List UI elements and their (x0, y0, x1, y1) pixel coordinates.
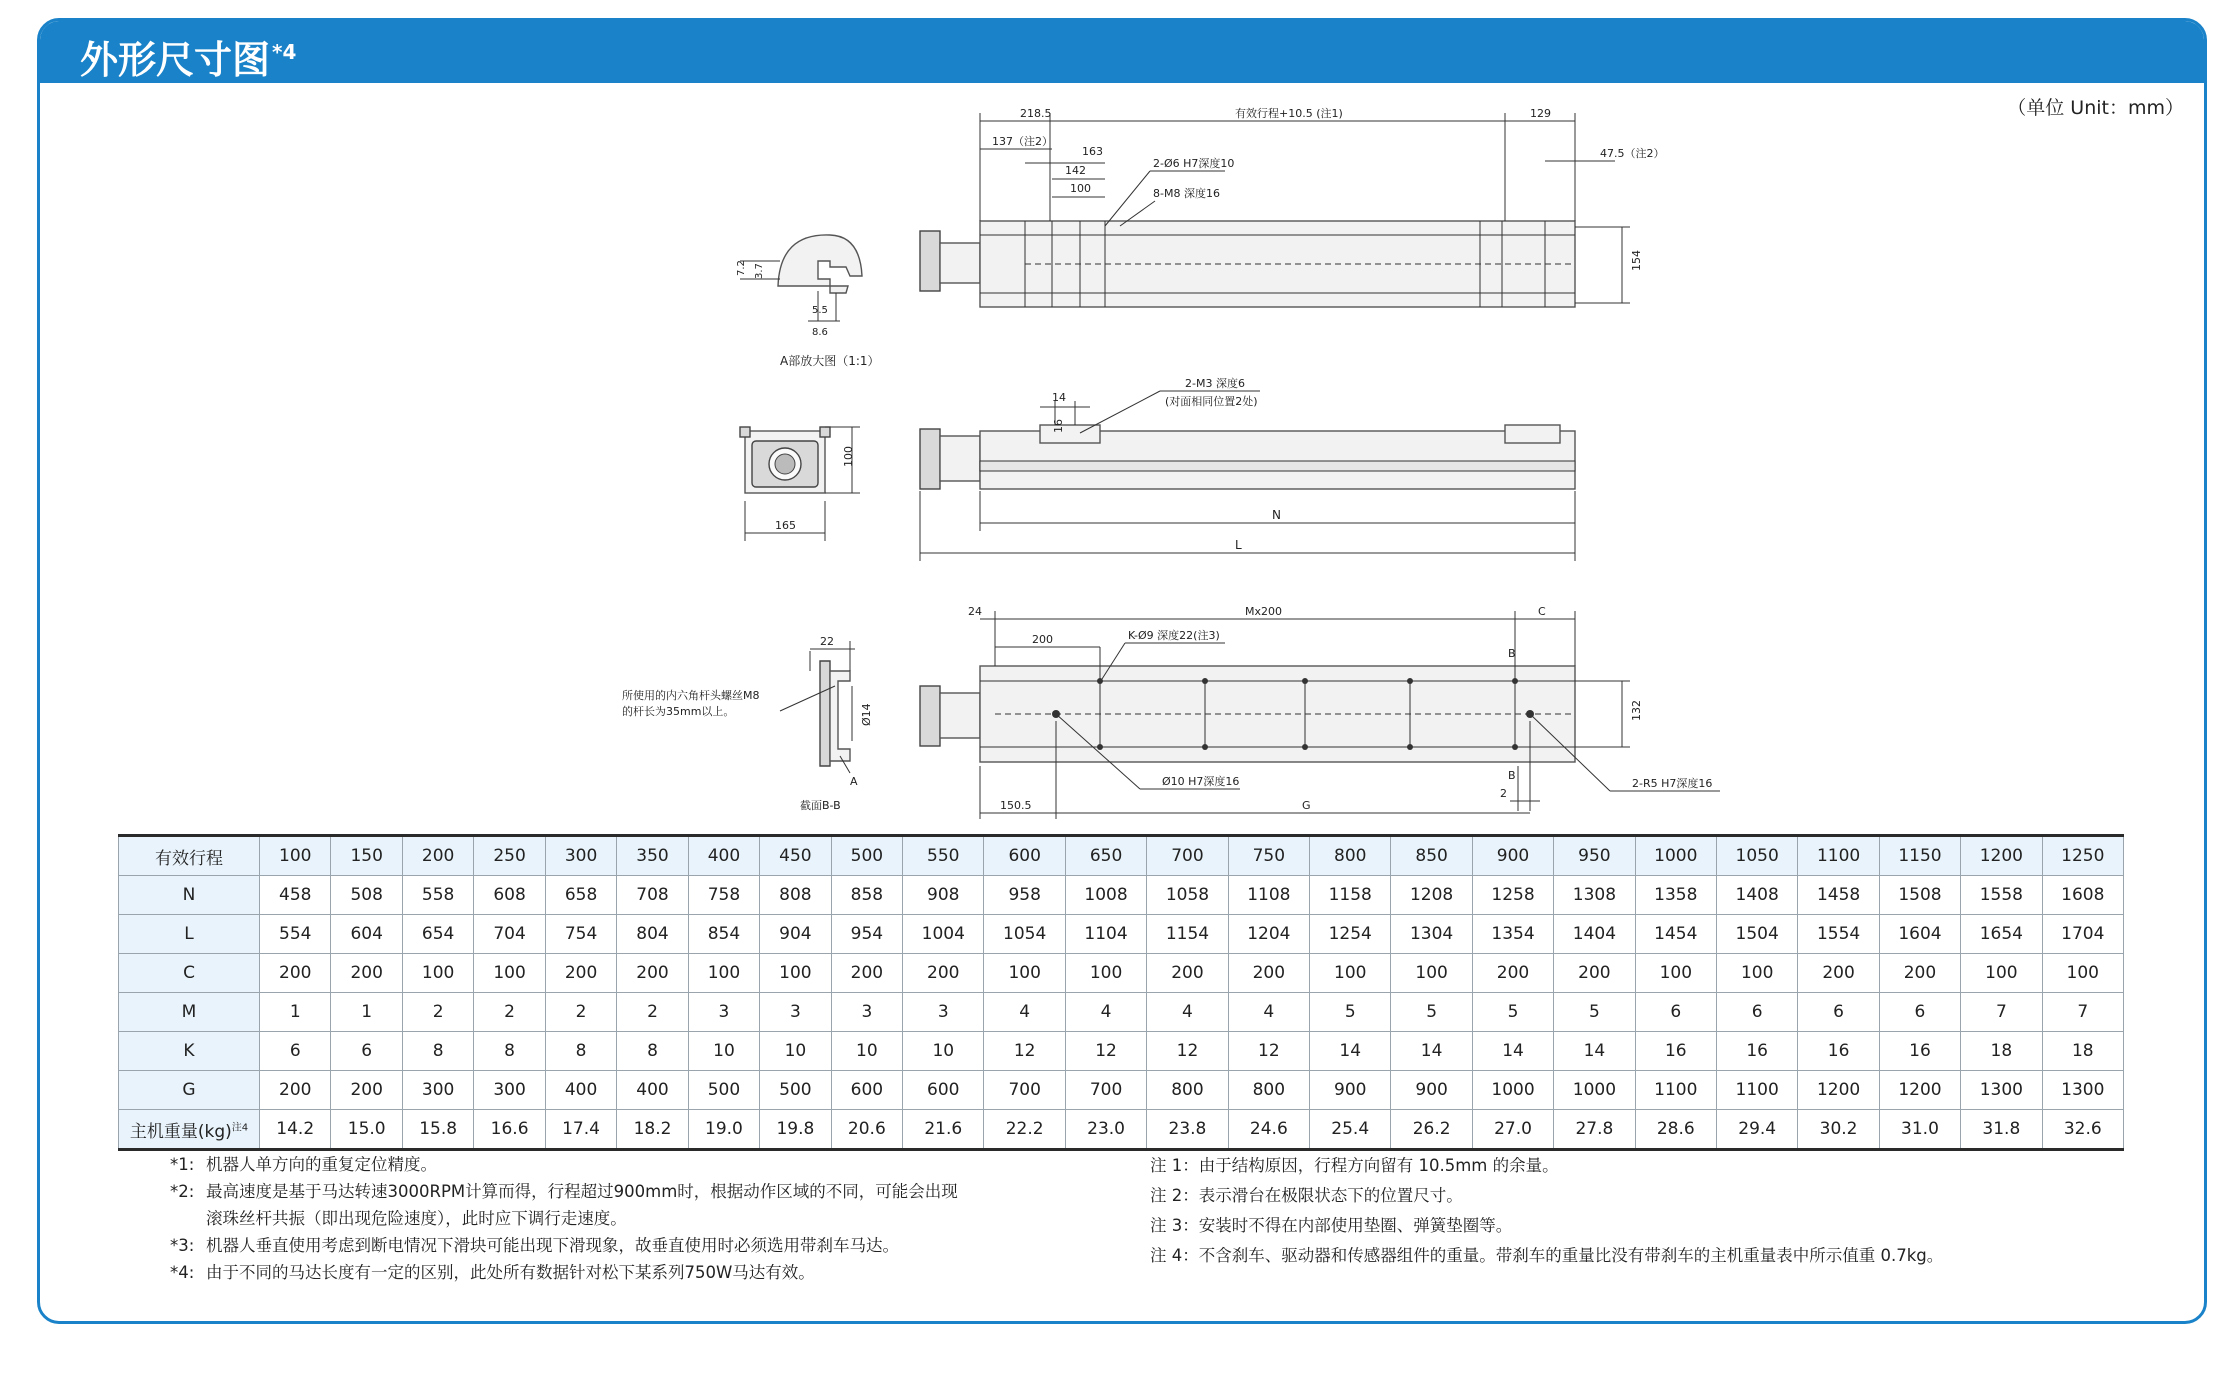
table-row-label: N (119, 876, 260, 915)
table-cell: 6 (331, 1032, 402, 1071)
table-cell: 1 (331, 993, 402, 1032)
bottom-dim-m: Mx200 (1245, 605, 1282, 618)
table-row (119, 1032, 2124, 1071)
table-cell: 658 (545, 876, 616, 915)
table-cell: 200 (617, 954, 688, 993)
table-cell: 200 (1798, 954, 1879, 993)
note-right-item: 注 1：由于结构原因，行程方向留有 10.5mm 的余量。 (1150, 1156, 1559, 1175)
table-cell: 27.8 (1554, 1110, 1635, 1150)
table-header-cell: 950 (1554, 836, 1635, 876)
table-cell: 800 (1228, 1071, 1309, 1110)
note-left-key: *1: (170, 1155, 195, 1174)
table-cell: 3 (760, 993, 831, 1032)
table-header-cell: 550 (903, 836, 984, 876)
dim-5-5: 5.5 (812, 305, 828, 316)
table-cell: 858 (831, 876, 902, 915)
table-cell: 3 (688, 993, 759, 1032)
note-left-text: 滚珠丝杆共振（即出现危险速度），此时应下调行走速度。 (206, 1209, 627, 1228)
table-cell: 1254 (1310, 915, 1391, 954)
table-row-label (119, 1110, 260, 1150)
table-cell: 100 (402, 954, 473, 993)
table-cell: 1308 (1554, 876, 1635, 915)
top-motor (940, 243, 980, 283)
table-cell: 654 (402, 915, 473, 954)
table-cell: 100 (1635, 954, 1716, 993)
dim-154: 154 (1630, 250, 1643, 271)
table-cell: 31.0 (1879, 1110, 1960, 1150)
side-dim-14: 14 (1052, 391, 1066, 404)
bottom-view (920, 605, 1720, 819)
note-left-key (170, 1205, 206, 1232)
table-cell: 19.0 (688, 1110, 759, 1150)
note-left-text: 机器人单方向的重复定位精度。 (206, 1155, 437, 1174)
table-row-label: M (119, 993, 260, 1032)
table-cell: 4 (1065, 993, 1146, 1032)
table-cell: 704 (474, 915, 545, 954)
bottom-dim-24: 24 (968, 605, 982, 618)
bottom-label-b-top: B (1508, 647, 1516, 660)
table-cell: 8 (474, 1032, 545, 1071)
bottom-label-b-bottom: B (1508, 769, 1516, 782)
table-cell: 1158 (1310, 876, 1391, 915)
section-note-bolt-2: 的杆长为35mm以上。 (622, 705, 735, 718)
table-cell: 900 (1310, 1071, 1391, 1110)
note-left-text: 最高速度是基于马达转速3000RPM计算而得，行程超过900mm时，根据动作区域的不同，可能会出现 (206, 1182, 958, 1201)
table-cell: 1000 (1472, 1071, 1553, 1110)
table-cell: 508 (331, 876, 402, 915)
table-cell: 100 (1716, 954, 1797, 993)
table-header-row (119, 836, 2124, 876)
dim-142: 142 (1065, 164, 1086, 177)
table-cell: 200 (1147, 954, 1228, 993)
table-header-cell: 1050 (1716, 836, 1797, 876)
notes-right (1150, 1151, 2150, 1271)
table-cell: 25.4 (1310, 1110, 1391, 1150)
table-cell: 30.2 (1798, 1110, 1879, 1150)
table-cell: 200 (831, 954, 902, 993)
bottom-dim-200: 200 (1032, 633, 1053, 646)
table-cell: 1054 (984, 915, 1065, 954)
table-cell: 4 (1228, 993, 1309, 1032)
table-cell: 200 (1879, 954, 1960, 993)
table-cell: 19.8 (760, 1110, 831, 1150)
table-cell: 1604 (1879, 915, 1960, 954)
table-cell: 200 (1228, 954, 1309, 993)
table-cell: 32.6 (2042, 1110, 2123, 1150)
dim-100: 100 (1070, 182, 1091, 195)
table-cell: 800 (1147, 1071, 1228, 1110)
bottom-dim-g: G (1302, 799, 1311, 812)
dim-8-6: 8.6 (812, 327, 828, 338)
table-header-cell: 750 (1228, 836, 1309, 876)
dim-47-5: 47.5（注2） (1600, 147, 1665, 160)
table-cell: 12 (984, 1032, 1065, 1071)
table-cell: 18 (2042, 1032, 2123, 1071)
table-cell: 16.6 (474, 1110, 545, 1150)
table-cell: 1258 (1472, 876, 1553, 915)
table-cell: 5 (1310, 993, 1391, 1032)
table-cell: 708 (617, 876, 688, 915)
table-header-cell: 200 (402, 836, 473, 876)
table-cell: 10 (760, 1032, 831, 1071)
table-cell: 300 (402, 1071, 473, 1110)
table-cell: 6 (260, 1032, 331, 1071)
section-bb (622, 635, 873, 812)
end-view (740, 427, 860, 541)
table-cell: 200 (331, 954, 402, 993)
table-cell: 22.2 (984, 1110, 1065, 1150)
table-cell: 604 (331, 915, 402, 954)
note-left-item (170, 1232, 1070, 1259)
table-cell: 558 (402, 876, 473, 915)
dim-137: 137（注2） (992, 135, 1053, 148)
table-row-weight (119, 1110, 2124, 1150)
table-cell: 100 (2042, 954, 2123, 993)
top-motor-flange (920, 231, 940, 291)
table-row (119, 1071, 2124, 1110)
table-cell: 100 (1391, 954, 1472, 993)
table-header-cell: 100 (260, 836, 331, 876)
table-cell: 758 (688, 876, 759, 915)
side-view (920, 376, 1575, 561)
table-cell: 600 (831, 1071, 902, 1110)
table-cell: 15.0 (331, 1110, 402, 1150)
table-cell: 300 (474, 1071, 545, 1110)
bottom-note-phi10: Ø10 H7深度16 (1162, 775, 1240, 788)
side-dim-l: L (1235, 538, 1242, 552)
note-tap: 8-M8 深度16 (1153, 187, 1220, 200)
table-cell: 8 (617, 1032, 688, 1071)
table-cell: 100 (1065, 954, 1146, 993)
table-cell: 754 (545, 915, 616, 954)
table-row-label: L (119, 915, 260, 954)
table-cell: 29.4 (1716, 1110, 1797, 1150)
table-cell: 24.6 (1228, 1110, 1309, 1150)
table-header-cell: 250 (474, 836, 545, 876)
table-row (119, 876, 2124, 915)
dim-3-7: 3.7 (754, 263, 765, 279)
table-cell: 600 (903, 1071, 984, 1110)
table-cell: 1504 (1716, 915, 1797, 954)
top-view (920, 106, 1665, 307)
table-cell: 100 (688, 954, 759, 993)
table-row-label: K (119, 1032, 260, 1071)
unit-label: （单位 Unit：mm） (2007, 97, 2184, 119)
bottom-dim-132: 132 (1630, 700, 1643, 721)
note-right-item: 注 4：不含刹车、驱动器和传感器组件的重量。带刹车的重量比没有带刹车的主机重量表中所示值重 0.7kg。 (1150, 1246, 1944, 1265)
table-cell: 1454 (1635, 915, 1716, 954)
table-header-cell: 900 (1472, 836, 1553, 876)
note-left-item (170, 1151, 1070, 1178)
table-cell: 100 (1310, 954, 1391, 993)
table-cell: 1204 (1228, 915, 1309, 954)
table-cell: 18.2 (617, 1110, 688, 1150)
notes-left (170, 1151, 1070, 1286)
bottom-dim-c: C (1538, 605, 1546, 618)
table-cell: 1354 (1472, 915, 1553, 954)
bottom-note-k: K-Ø9 深度22(注3) (1128, 629, 1220, 642)
table-cell: 1008 (1065, 876, 1146, 915)
table-cell: 21.6 (903, 1110, 984, 1150)
end-dim-100: 100 (842, 446, 855, 467)
table-header-cell: 400 (688, 836, 759, 876)
dim-163: 163 (1082, 145, 1103, 158)
table-cell: 1408 (1716, 876, 1797, 915)
table-cell: 10 (903, 1032, 984, 1071)
bottom-dim-150-5: 150.5 (1000, 799, 1032, 812)
table-cell: 1358 (1635, 876, 1716, 915)
table-cell: 700 (984, 1071, 1065, 1110)
table-header-cell: 500 (831, 836, 902, 876)
table-cell: 16 (1798, 1032, 1879, 1071)
table-cell: 1558 (1961, 876, 2042, 915)
table-cell: 20.6 (831, 1110, 902, 1150)
table-cell: 1554 (1798, 915, 1879, 954)
table-header-cell: 1200 (1961, 836, 2042, 876)
table-cell: 900 (1391, 1071, 1472, 1110)
table-header-cell: 850 (1391, 836, 1472, 876)
bottom-note-r5: 2-R5 H7深度16 (1632, 777, 1713, 790)
table-cell: 26.2 (1391, 1110, 1472, 1150)
side-dim-16: 16 (1052, 419, 1065, 433)
table-cell: 17.4 (545, 1110, 616, 1150)
table-cell: 100 (984, 954, 1065, 993)
table-cell: 16 (1716, 1032, 1797, 1071)
note-hole: 2-Ø6 H7深度10 (1153, 157, 1235, 170)
note-left-item (170, 1259, 1070, 1286)
note-left-key: *2: (170, 1182, 195, 1201)
table-cell: 1200 (1879, 1071, 1960, 1110)
table-cell: 458 (260, 876, 331, 915)
table-cell: 10 (688, 1032, 759, 1071)
table-cell: 958 (984, 876, 1065, 915)
table-header-cell: 650 (1065, 836, 1146, 876)
table-cell: 12 (1147, 1032, 1228, 1071)
table-row (119, 993, 2124, 1032)
weight-label-note: 注4 (231, 1121, 249, 1133)
table-header-cell: 1000 (1635, 836, 1716, 876)
end-dim-165: 165 (775, 519, 796, 532)
table-cell: 1100 (1635, 1071, 1716, 1110)
note-left-text: 由于不同的马达长度有一定的区别，此处所有数据针对松下某系列750W马达有效。 (206, 1263, 815, 1282)
table-header-cell: 350 (617, 836, 688, 876)
table-cell: 18 (1961, 1032, 2042, 1071)
note-left-item (170, 1178, 1070, 1205)
table-cell: 23.8 (1147, 1110, 1228, 1150)
table-cell: 10 (831, 1032, 902, 1071)
table-cell: 1100 (1716, 1071, 1797, 1110)
table-cell: 14 (1472, 1032, 1553, 1071)
detail-a (736, 235, 880, 368)
bottom-dim-2: 2 (1500, 787, 1507, 800)
detail-a-caption: A部放大图（1:1） (780, 354, 880, 368)
table-cell: 14 (1554, 1032, 1635, 1071)
table-cell: 4 (1147, 993, 1228, 1032)
table-cell: 1508 (1879, 876, 1960, 915)
table-cell: 500 (760, 1071, 831, 1110)
table-cell: 5 (1472, 993, 1553, 1032)
table-cell: 500 (688, 1071, 759, 1110)
side-note-m3-sub: (对面相同位置2处) (1165, 395, 1258, 408)
title-note: *4 (272, 40, 297, 65)
table-cell: 1154 (1147, 915, 1228, 954)
table-cell: 12 (1065, 1032, 1146, 1071)
table-cell: 200 (260, 954, 331, 993)
table-header-cell: 1250 (2042, 836, 2123, 876)
table-cell: 1404 (1554, 915, 1635, 954)
table-cell: 16 (1879, 1032, 1960, 1071)
table-cell: 200 (903, 954, 984, 993)
table-cell: 1 (260, 993, 331, 1032)
dim-218-5: 218.5 (1020, 107, 1052, 120)
section-label-a: A (850, 775, 858, 788)
note-left-key: *4: (170, 1263, 195, 1282)
section-note-bolt-1: 所使用的内六角杆头螺丝M8 (622, 689, 760, 702)
table-header-cell: 1100 (1798, 836, 1879, 876)
table-cell: 200 (1472, 954, 1553, 993)
table-header-cell: 700 (1147, 836, 1228, 876)
table-cell: 6 (1716, 993, 1797, 1032)
table-cell: 100 (760, 954, 831, 993)
table-cell: 1300 (1961, 1071, 2042, 1110)
dim-7-2: 7.2 (736, 260, 747, 276)
table-cell: 200 (331, 1071, 402, 1110)
table-cell: 908 (903, 876, 984, 915)
table-cell: 6 (1635, 993, 1716, 1032)
table-cell: 14 (1310, 1032, 1391, 1071)
table-cell: 3 (903, 993, 984, 1032)
section-dim-22: 22 (820, 635, 834, 648)
table-cell: 200 (260, 1071, 331, 1110)
table-row-label: G (119, 1071, 260, 1110)
table-cell: 854 (688, 915, 759, 954)
spec-sheet-frame (37, 18, 2207, 1324)
section-dim-phi14: Ø14 (860, 703, 873, 726)
table-cell: 400 (545, 1071, 616, 1110)
note-left-key: *3: (170, 1236, 195, 1255)
table-header-cell: 450 (760, 836, 831, 876)
table-cell: 27.0 (1472, 1110, 1553, 1150)
table-header-cell: 800 (1310, 836, 1391, 876)
side-dim-n: N (1272, 508, 1281, 522)
table-cell: 7 (1961, 993, 2042, 1032)
table-cell: 23.0 (1065, 1110, 1146, 1150)
table-cell: 3 (831, 993, 902, 1032)
table-cell: 1458 (1798, 876, 1879, 915)
side-note-m3: 2-M3 深度6 (1185, 377, 1245, 390)
table-cell: 4 (984, 993, 1065, 1032)
table-cell: 2 (617, 993, 688, 1032)
table-cell: 2 (402, 993, 473, 1032)
table-cell: 5 (1554, 993, 1635, 1032)
table-cell: 15.8 (402, 1110, 473, 1150)
table-cell: 7 (2042, 993, 2123, 1032)
table-cell: 554 (260, 915, 331, 954)
table-row (119, 915, 2124, 954)
table-cell: 804 (617, 915, 688, 954)
dim-129: 129 (1530, 107, 1551, 120)
table-cell: 6 (1879, 993, 1960, 1032)
table-cell: 1654 (1961, 915, 2042, 954)
table-cell: 608 (474, 876, 545, 915)
table-cell: 1004 (903, 915, 984, 954)
table-cell: 100 (474, 954, 545, 993)
table-cell: 2 (474, 993, 545, 1032)
page-title: 外形尺寸图 $^{*4}$ (80, 38, 297, 82)
table-cell: 8 (402, 1032, 473, 1071)
table-cell: 6 (1798, 993, 1879, 1032)
table-cell: 904 (760, 915, 831, 954)
dim-stroke: 有效行程+10.5 (注1) (1235, 107, 1343, 120)
table-cell: 1058 (1147, 876, 1228, 915)
table-cell: 700 (1065, 1071, 1146, 1110)
table-cell: 200 (1554, 954, 1635, 993)
table-cell: 1608 (2042, 876, 2123, 915)
table-header-cell: 300 (545, 836, 616, 876)
table-cell: 400 (617, 1071, 688, 1110)
table-cell: 8 (545, 1032, 616, 1071)
table-cell: 1104 (1065, 915, 1146, 954)
table-cell: 14.2 (260, 1110, 331, 1150)
table-header-cell: 150 (331, 836, 402, 876)
section-caption: 截面B-B (800, 799, 841, 812)
table-cell: 5 (1391, 993, 1472, 1032)
weight-label: 主机重量(kg) (129, 1121, 232, 1142)
note-left-item (170, 1205, 1070, 1232)
table-cell: 1108 (1228, 876, 1309, 915)
table-cell: 808 (760, 876, 831, 915)
table-cell: 200 (545, 954, 616, 993)
table-cell: 1200 (1798, 1071, 1879, 1110)
table-cell: 1208 (1391, 876, 1472, 915)
table-header-cell: 1150 (1879, 836, 1960, 876)
table-row (119, 954, 2124, 993)
spec-table (118, 834, 2124, 1151)
table-row-label: C (119, 954, 260, 993)
table-cell: 16 (1635, 1032, 1716, 1071)
note-right-item: 注 3：安装时不得在内部使用垫圈、弹簧垫圈等。 (1150, 1216, 1513, 1235)
note-right-item: 注 2：表示滑台在极限状态下的位置尺寸。 (1150, 1186, 1463, 1205)
table-cell: 100 (1961, 954, 2042, 993)
table-header-cell: 600 (984, 836, 1065, 876)
table-cell: 1704 (2042, 915, 2123, 954)
table-cell: 1000 (1554, 1071, 1635, 1110)
table-cell: 1304 (1391, 915, 1472, 954)
table-cell: 954 (831, 915, 902, 954)
table-header-label: 有效行程 (119, 836, 260, 876)
note-left-text: 机器人垂直使用考虑到断电情况下滑块可能出现下滑现象，故垂直使用时必须选用带刹车马达。 (206, 1236, 899, 1255)
table-cell: 14 (1391, 1032, 1472, 1071)
table-cell: 12 (1228, 1032, 1309, 1071)
table-cell: 28.6 (1635, 1110, 1716, 1150)
table-cell: 2 (545, 993, 616, 1032)
table-cell: 1300 (2042, 1071, 2123, 1110)
dimension-drawing (40, 21, 2204, 821)
table-cell: 31.8 (1961, 1110, 2042, 1150)
